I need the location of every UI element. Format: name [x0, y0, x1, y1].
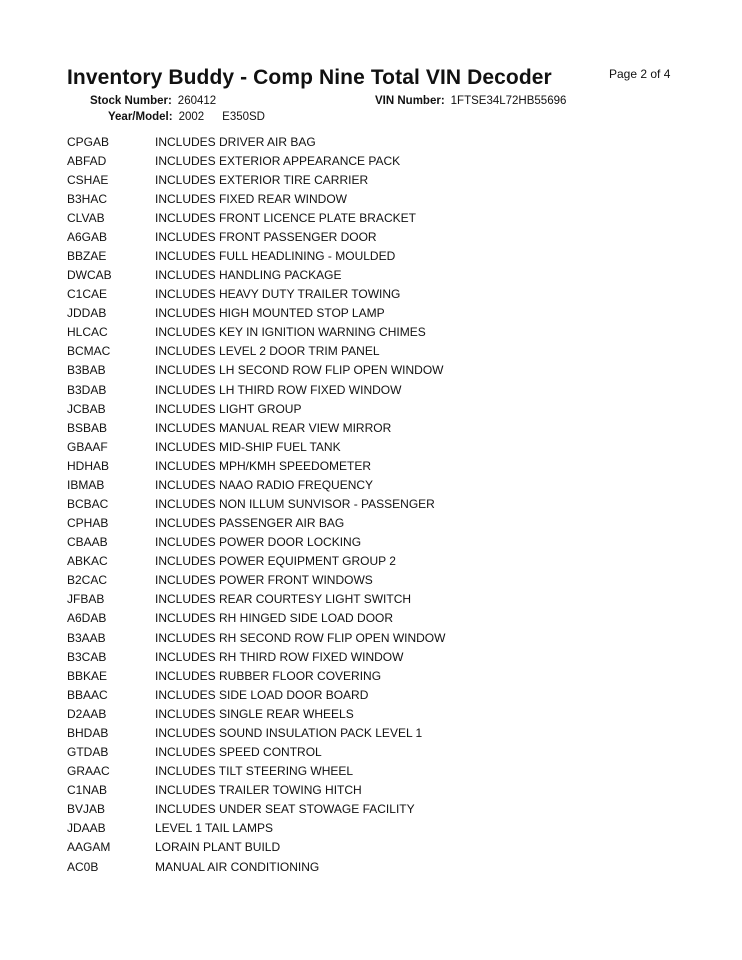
option-row — [67, 533, 445, 552]
option-row — [67, 743, 445, 762]
option-description: INCLUDES HEAVY DUTY TRAILER TOWING — [155, 287, 401, 302]
vin-number-label: VIN Number: — [375, 95, 445, 107]
option-row — [67, 571, 445, 590]
option-row — [67, 838, 445, 857]
option-code: GTDAB — [67, 745, 109, 760]
option-code: IBMAB — [67, 477, 105, 492]
option-row — [67, 437, 445, 456]
option-code: CPGAB — [67, 134, 110, 149]
option-description: INCLUDES LH SECOND ROW FLIP OPEN WINDOW — [155, 363, 444, 378]
option-code: HLCAC — [67, 325, 108, 340]
option-code: BBKAE — [67, 668, 108, 683]
option-code: BCMAC — [67, 344, 111, 359]
option-code: BBZAE — [67, 249, 107, 263]
option-code: JFBAB — [67, 592, 105, 607]
option-description: INCLUDES KEY IN IGNITION WARNING CHIMES — [155, 325, 426, 340]
option-description: INCLUDES POWER FRONT WINDOWS — [155, 573, 373, 588]
option-code: CLVAB — [67, 210, 105, 225]
option-code: JCBAB — [67, 401, 106, 416]
option-description: INCLUDES SINGLE REAR WHEELS — [155, 706, 354, 721]
option-row — [67, 227, 445, 246]
year-value: 2002 — [178, 111, 205, 123]
option-row — [67, 647, 445, 666]
option-description: INCLUDES TRAILER TOWING HITCH — [155, 783, 362, 798]
option-code: GRAAC — [67, 764, 110, 779]
option-row — [67, 590, 445, 609]
option-code: D2AAB — [67, 706, 107, 721]
option-description: INCLUDES SOUND INSULATION PACK LEVEL 1 — [155, 725, 423, 740]
option-description: INCLUDES REAR COURTESY LIGHT SWITCH — [155, 592, 412, 607]
option-row — [67, 628, 445, 647]
option-code-list — [67, 132, 445, 876]
option-description: INCLUDES NON ILLUM SUNVISOR - PASSENGER — [155, 497, 435, 512]
option-row — [67, 704, 445, 723]
model-value: E350SD — [222, 111, 265, 123]
option-description: INCLUDES UNDER SEAT STOWAGE FACILITY — [155, 802, 415, 817]
vin-number-value: 1FTSE34L72HB55696 — [450, 95, 567, 107]
option-code: JDDAB — [67, 306, 107, 321]
stock-number-label: Stock Number: — [90, 95, 172, 107]
vin-number-field — [375, 95, 566, 107]
option-code: CBAAB — [67, 535, 108, 550]
option-code: BVJAB — [67, 802, 106, 817]
option-description: INCLUDES NAAO RADIO FREQUENCY — [155, 477, 374, 492]
option-code: A6GAB — [67, 229, 108, 244]
option-row — [67, 208, 445, 227]
option-row — [67, 781, 445, 800]
option-description: INCLUDES RH HINGED SIDE LOAD DOOR — [155, 611, 394, 626]
option-code: B3AAB — [67, 630, 106, 645]
option-code: B3HAC — [67, 191, 108, 206]
option-row — [67, 266, 445, 285]
option-code: BBAAC — [67, 687, 108, 702]
option-row — [67, 361, 445, 380]
option-code: B2CAC — [67, 573, 108, 588]
option-description: INCLUDES SIDE LOAD DOOR BOARD — [155, 687, 369, 702]
option-description: INCLUDES RH SECOND ROW FLIP OPEN WINDOW — [155, 630, 446, 645]
option-description: INCLUDES MANUAL REAR VIEW MIRROR — [155, 420, 392, 435]
option-code: AAGAM — [67, 840, 111, 855]
option-description: LEVEL 1 TAIL LAMPS — [155, 821, 274, 836]
option-code: BSBAB — [67, 420, 108, 435]
option-code: B3DAB — [67, 382, 107, 397]
option-row — [67, 685, 445, 704]
option-description: INCLUDES FIXED REAR WINDOW — [155, 191, 348, 206]
option-description: INCLUDES LH THIRD ROW FIXED WINDOW — [155, 382, 402, 397]
option-code: DWCAB — [67, 268, 112, 283]
option-description: INCLUDES LIGHT GROUP — [155, 401, 302, 416]
option-row — [67, 723, 445, 742]
option-row — [67, 800, 445, 819]
option-row — [67, 609, 445, 628]
option-code: JDAAB — [67, 821, 106, 836]
option-code: GBAAF — [67, 439, 108, 454]
option-row — [67, 132, 445, 151]
option-row — [67, 246, 445, 265]
option-row — [67, 475, 445, 494]
option-description: INCLUDES HIGH MOUNTED STOP LAMP — [155, 306, 385, 321]
option-code: HDHAB — [67, 458, 110, 473]
option-row — [67, 170, 445, 189]
option-row — [67, 456, 445, 475]
option-description: INCLUDES LEVEL 2 DOOR TRIM PANEL — [155, 344, 380, 359]
option-row — [67, 819, 445, 838]
option-code: ABKAC — [67, 554, 108, 569]
option-code: A6DAB — [67, 611, 107, 626]
option-description: INCLUDES POWER EQUIPMENT GROUP 2 — [155, 554, 396, 569]
option-code: BHDAB — [67, 725, 109, 740]
option-description: LORAIN PLANT BUILD — [155, 840, 281, 855]
page-title: Inventory Buddy - Comp Nine Total VIN Decoder — [67, 66, 552, 89]
option-description: INCLUDES POWER DOOR LOCKING — [155, 535, 362, 550]
stock-number-field — [90, 95, 216, 107]
option-row — [67, 494, 445, 513]
option-description: INCLUDES SPEED CONTROL — [155, 745, 322, 760]
option-code: CPHAB — [67, 516, 109, 531]
option-code: C1NAB — [67, 783, 108, 798]
option-code: BCBAC — [67, 497, 109, 512]
option-row — [67, 552, 445, 571]
option-row — [67, 399, 445, 418]
option-description: INCLUDES PASSENGER AIR BAG — [155, 516, 345, 531]
page-number: Page 2 of 4 — [609, 67, 671, 81]
option-description: INCLUDES FRONT LICENCE PLATE BRACKET — [155, 210, 416, 225]
option-description: INCLUDES MPH/KMH SPEEDOMETER — [155, 458, 372, 473]
option-description: INCLUDES TILT STEERING WHEEL — [155, 764, 354, 779]
option-description: INCLUDES RH THIRD ROW FIXED WINDOW — [155, 649, 404, 664]
option-description: INCLUDES FRONT PASSENGER DOOR — [155, 229, 377, 244]
option-row — [67, 514, 445, 533]
option-row — [67, 189, 445, 208]
option-code: ABFAD — [67, 153, 107, 168]
year-model-field — [108, 111, 265, 123]
option-row — [67, 342, 445, 361]
option-row — [67, 323, 445, 342]
year-model-label: Year/Model: — [108, 111, 173, 123]
option-row — [67, 762, 445, 781]
option-row — [67, 857, 445, 876]
option-row — [67, 666, 445, 685]
option-row — [67, 418, 445, 437]
option-description: INCLUDES HANDLING PACKAGE — [155, 268, 342, 283]
option-description: INCLUDES EXTERIOR TIRE CARRIER — [155, 172, 369, 187]
option-row — [67, 285, 445, 304]
option-row — [67, 304, 445, 323]
option-description: INCLUDES EXTERIOR APPEARANCE PACK — [155, 153, 401, 168]
option-code: C1CAE — [67, 287, 108, 302]
option-description: INCLUDES DRIVER AIR BAG — [155, 134, 316, 149]
option-code: B3BAB — [67, 363, 106, 378]
stock-number-value: 260412 — [177, 95, 217, 107]
option-code: CSHAE — [67, 172, 109, 187]
option-description: MANUAL AIR CONDITIONING — [155, 859, 320, 874]
option-code: AC0B — [67, 859, 99, 874]
option-description: INCLUDES RUBBER FLOOR COVERING — [155, 668, 382, 683]
option-description: INCLUDES FULL HEADLINING - MOULDED — [155, 249, 396, 263]
option-row — [67, 380, 445, 399]
option-code: B3CAB — [67, 649, 107, 664]
option-description: INCLUDES MID-SHIP FUEL TANK — [155, 439, 341, 454]
option-row — [67, 151, 445, 170]
